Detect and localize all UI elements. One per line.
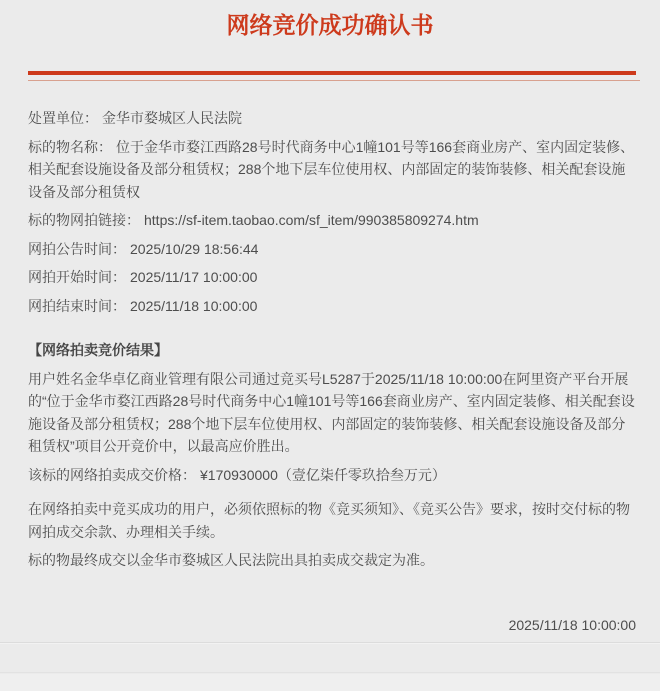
- field-label: 标的物名称：: [28, 138, 112, 155]
- price-value: ¥170930000（壹亿柒仟零玖拾叁万元）: [200, 466, 446, 483]
- bottom-divider-2: [0, 672, 660, 673]
- title-divider-thick: [28, 71, 636, 75]
- field-announcement-time: [28, 238, 636, 261]
- field-value: 2025/11/18 10:00:00: [130, 297, 258, 314]
- field-start-time: [28, 266, 636, 289]
- field-value: 金华市婺城区人民法院: [102, 110, 242, 126]
- result-price-line: [28, 464, 636, 487]
- field-disposal-unit: [28, 107, 636, 130]
- result-paragraph: 用户姓名金华卓亿商业管理有限公司通过竞买号L5287于2025/11/18 10:00:00在阿里资产平台开展的“位于金华市婺江西路28号时代商务中心1幢101号等166套商业房产、室内固定装修、相关配套设施设备及部分租赁权；288个地下层车位使用权、内部固定的装饰装修、相关配套设施设备及部分租赁权”项目公开竞价中，以最高应价胜出。: [28, 370, 635, 454]
- field-value: 2025/10/29 18:56:44: [130, 240, 259, 257]
- footer-date: 2025/11/18 10:00:00: [508, 616, 636, 633]
- document-body: [0, 81, 660, 636]
- bottom-divider-1: [0, 642, 660, 644]
- page-title: 网络竞价成功确认书: [226, 12, 434, 38]
- field-auction-link: [28, 209, 636, 232]
- result-section-heading: 【网络拍卖竞价结果】: [28, 342, 168, 358]
- field-end-time: [28, 295, 636, 318]
- field-label: 网拍开始时间：: [28, 269, 126, 285]
- auction-link-url: https://sf-item.taobao.com/sf_item/990385809274.htm: [144, 212, 479, 228]
- note-payment-requirement: 在网络拍卖中竞买成功的用户，必须依照标的物《竞买须知》、《竞买公告》要求，按时交付标的物网拍成交余款、办理相关手续。: [28, 501, 630, 540]
- field-label: 标的物网拍链接：: [28, 212, 140, 228]
- field-label: 网拍结束时间：: [28, 297, 126, 314]
- field-subject-name: [28, 136, 636, 204]
- field-value: 2025/11/17 10:00:00: [130, 269, 258, 285]
- price-label: 该标的网络拍卖成交价格：: [28, 466, 196, 483]
- bottom-band: [0, 674, 660, 691]
- field-label: 处置单位：: [28, 110, 98, 126]
- field-label: 网拍公告时间：: [28, 240, 126, 257]
- note-final-ruling: 标的物最终成交以金华市婺城区人民法院出具拍卖成交裁定为准。: [28, 552, 434, 568]
- field-value: 位于金华市婺江西路28号时代商务中心1幢101号等166套商业房产、室内固定装修、相关配套设施设备及部分租赁权；288个地下层车位使用权、内部固定的装饰装修、相关配套设施设备及部分租赁权: [28, 138, 635, 200]
